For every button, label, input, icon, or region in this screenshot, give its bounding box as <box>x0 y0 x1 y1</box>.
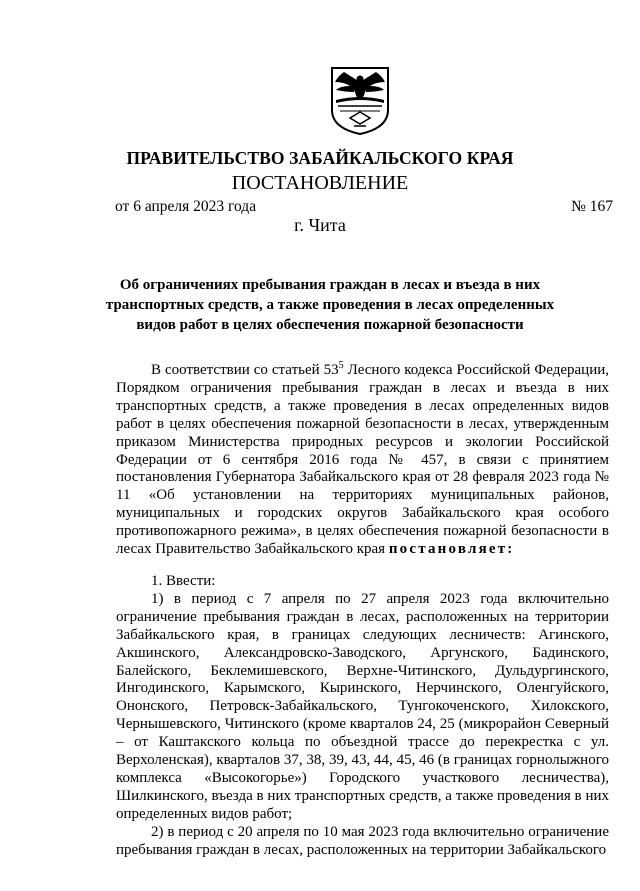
document-body <box>116 362 609 859</box>
coat-of-arms-icon <box>330 66 390 136</box>
article-superscript: 5 <box>338 360 344 371</box>
subitem-2: 2) в период с 20 апреля по 10 мая 2023 года включительно ограничение пребывания граждан в лесах, расположенных на территории Забайкальского <box>116 823 609 858</box>
government-title: ПРАВИТЕЛЬСТВО ЗАБАЙКАЛЬСКОГО КРАЯ <box>126 148 514 168</box>
preamble-paragraph <box>116 362 609 559</box>
item-1: 1. Ввести: <box>151 572 216 589</box>
preamble-text-start: В соответствии со статьей 53 <box>151 362 339 378</box>
document-type: ПОСТАНОВЛЕНИЕ <box>231 172 409 194</box>
preamble-text-main: Лесного кодекса Российской Федерации, Порядком ограничения пребывания граждан в лесах и въезда в них транспортных средств, а также проведения в лесах определенных видов работ в целях обеспечения пожарной безопасности в лесах, утвержденным приказом Министерства природных ресурсов и экологии Российской Федерации от 6 сентября 2016 года № 457, в связи с принятием постановления Губернатора Забайкальского края от 28 февраля 2023 года № 11 «Об установлении на территориях муниципальных районов, муниципальных и городских округов Забайкальского края особого противопожарного режима», в целях обеспечения пожарной безопасности в лесах Правительство Забайкальского края <box>116 362 610 558</box>
document-city: г. Чита <box>294 215 346 235</box>
document-subject: Об ограничениях пребывания граждан в лесах и въезда в них транспортных средств, а также проведения в лесах определенных видов работ в целях обеспечения пожарной безопасности <box>105 277 555 333</box>
decree-word: постановляет: <box>388 541 515 558</box>
document-number: № 167 <box>571 198 613 215</box>
document-date: от 6 апреля 2023 года <box>115 198 257 215</box>
subitem-1: 1) в период с 7 апреля по 27 апреля 2023 года включительно ограничение пребывания граждан в лесах, расположенных на территории Забайкальского края, в границах следующих лесничеств: Агинского, Акшинского, Александровско-Заводского, Аргунского, Бадинского, Балейского, Беклемишевского, Верхне-Читинского, Дульдургинского, Ингодинского, Карымского, Кыринского, Нерчинского, Оленгуйского, Ононского, Петровск-Забайкальского, Тунгокоченского, Хилокского, Чернышевского, Читинского (кроме кварталов 24, 25 (микрорайон Северный – от Каштакского кольца по объездной трассе до перекрестка с ул. Верхоленская), кварталов 37, 38, 39, 43, 44, 45, 46 (в границах горнолыжного комплекса «Высокогорье») Городского участкового лесничества), Шилкинского, въезда в них транспортных средств, а также проведения в них определенных видов работ; <box>116 590 609 822</box>
